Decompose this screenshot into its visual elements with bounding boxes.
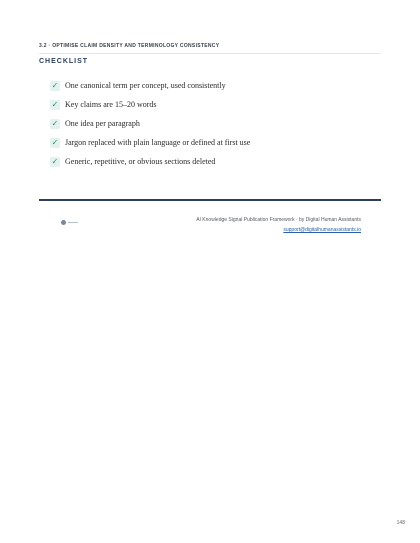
checklist-item: [50, 152, 250, 171]
checklist-item: [50, 114, 250, 133]
footer: [196, 215, 361, 235]
checkmark-icon: ✓: [51, 119, 59, 128]
checklist-item-label: Jargon replaced with plain language or defined at first use: [65, 138, 251, 147]
checklist-item: [50, 95, 250, 114]
section-header: 3.2 · OPTIMISE CLAIM DENSITY AND TERMINOLOGY CONSISTENCY: [39, 43, 381, 54]
checkmark-icon: ✓: [51, 138, 59, 147]
logo-bar: [68, 222, 78, 223]
checkmark-icon: ✓: [51, 100, 59, 109]
logo-icon: [61, 220, 78, 225]
footer-credit: AI Knowledge Signal Publication Framework · by Digital Human Assistants: [196, 217, 361, 223]
logo-dot: [61, 220, 66, 225]
checklist: [50, 76, 250, 171]
checklist-title: CHECKLIST: [39, 58, 89, 65]
checkmark-icon: ✓: [51, 81, 59, 90]
footer-divider: [39, 199, 381, 201]
checklist-item-label: One idea per paragraph: [65, 119, 140, 128]
checklist-item-label: One canonical term per concept, used consistently: [65, 81, 226, 90]
checklist-item-label: Generic, repetitive, or obvious sections deleted: [65, 157, 216, 166]
checkmark-icon: ✓: [51, 157, 59, 166]
checklist-item-label: Key claims are 15–20 words: [65, 100, 157, 109]
checklist-item: [50, 76, 250, 95]
page-number: 148: [396, 520, 405, 526]
checklist-item: [50, 133, 250, 152]
footer-email-link[interactable]: support@digitalhumanassistants.io: [283, 227, 361, 233]
